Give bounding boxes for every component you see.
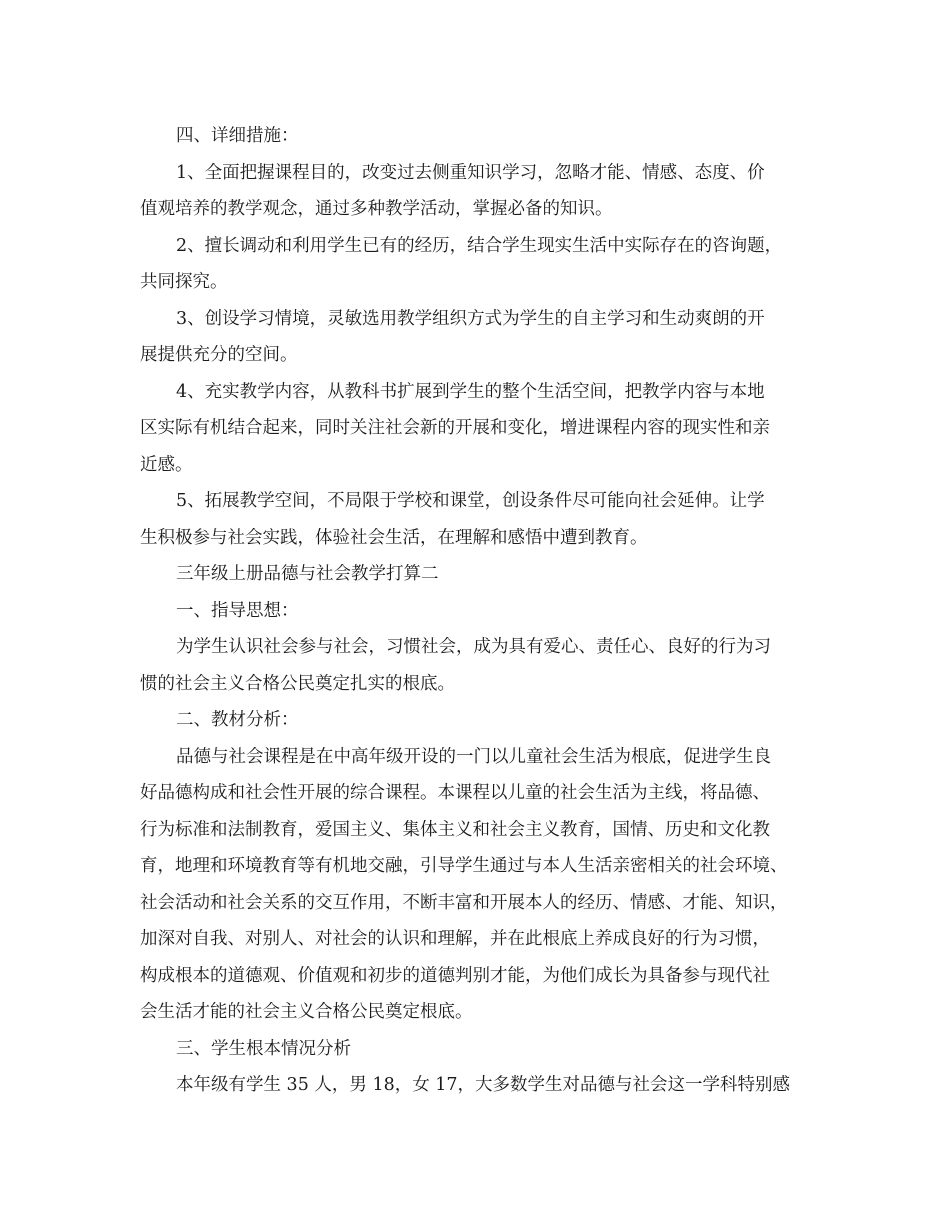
text-line: 共同探究。 xyxy=(140,272,228,292)
text-line: 区实际有机结合起来，同时关注社会新的开展和变化，增进课程内容的现实性和亲 xyxy=(140,418,770,438)
text-line: 值观培养的教学观念，通过多种教学活动，掌握必备的知识。 xyxy=(140,199,613,219)
text-line: 一、指导思想： xyxy=(176,600,299,621)
text-line: 好品德构成和社会性开展的综合课程。本课程以儿童的社会生活为主线，将品德、 xyxy=(140,783,770,803)
text-line: 四、详细措施： xyxy=(176,126,299,146)
document-body xyxy=(140,118,820,1104)
text-line: 3、创设学习情境，灵敏选用教学组织方式为学生的自主学习和生动爽朗的开 xyxy=(176,308,765,329)
text-line: 会生活才能的社会主义合格公民奠定根底。 xyxy=(140,1002,473,1022)
text-line: 三、学生根本情况分析 xyxy=(176,1038,351,1059)
text-line: 构成根本的道德观、价值观和初步的道德判别才能，为他们成长为具备参与现代社 xyxy=(140,965,770,986)
text-line: 展提供充分的空间。 xyxy=(140,345,298,365)
text-line: 为学生认识社会参与社会，习惯社会，成为具有爱心、责任心、良好的行为习 xyxy=(176,637,771,657)
text-line: 二、教材分析： xyxy=(176,710,299,730)
text-line: 5、拓展教学空间，不局限于学校和课堂，创设条件尽可能向社会延伸。让学 xyxy=(176,491,765,511)
text-line: 行为标准和法制教育，爱国主义、集体主义和社会主义教育，国情、历史和文化教 xyxy=(140,819,770,840)
text-line: 社会活动和社会关系的交互作用，不断丰富和开展本人的经历、情感、才能、知识， xyxy=(140,892,788,913)
text-line: 惯的社会主义合格公民奠定扎实的根底。 xyxy=(140,673,455,694)
text-line: 近感。 xyxy=(140,454,193,475)
text-line: 加深对自我、对别人、对社会的认识和理解，并在此根底上养成良好的行为习惯， xyxy=(140,929,770,949)
text-line: 4、充实教学内容，从教科书扩展到学生的整个生活空间，把教学内容与本地 xyxy=(176,381,765,402)
text-line: 三年级上册品德与社会教学打算二 xyxy=(176,564,439,584)
text-line: 1、全面把握课程目的，改变过去侧重知识学习，忽略才能、情感、态度、价 xyxy=(176,162,765,183)
text-line: 2、擅长调动和利用学生已有的经历，结合学生现实生活中实际存在的咨询题， xyxy=(176,235,783,256)
text-line: 品德与社会课程是在中高年级开设的一门以儿童社会生活为根底，促进学生良 xyxy=(176,746,771,767)
text-line: 本年级有学生 35 人，男 18，女 17，大多数学生对品德与社会这一学科特别感 xyxy=(176,1075,791,1095)
text-line: 育，地理和环境教育等有机地交融，引导学生通过与本人生活亲密相关的社会环境、 xyxy=(140,856,788,876)
text-line: 生积极参与社会实践，体验社会生活，在理解和感悟中遭到教育。 xyxy=(140,527,648,548)
